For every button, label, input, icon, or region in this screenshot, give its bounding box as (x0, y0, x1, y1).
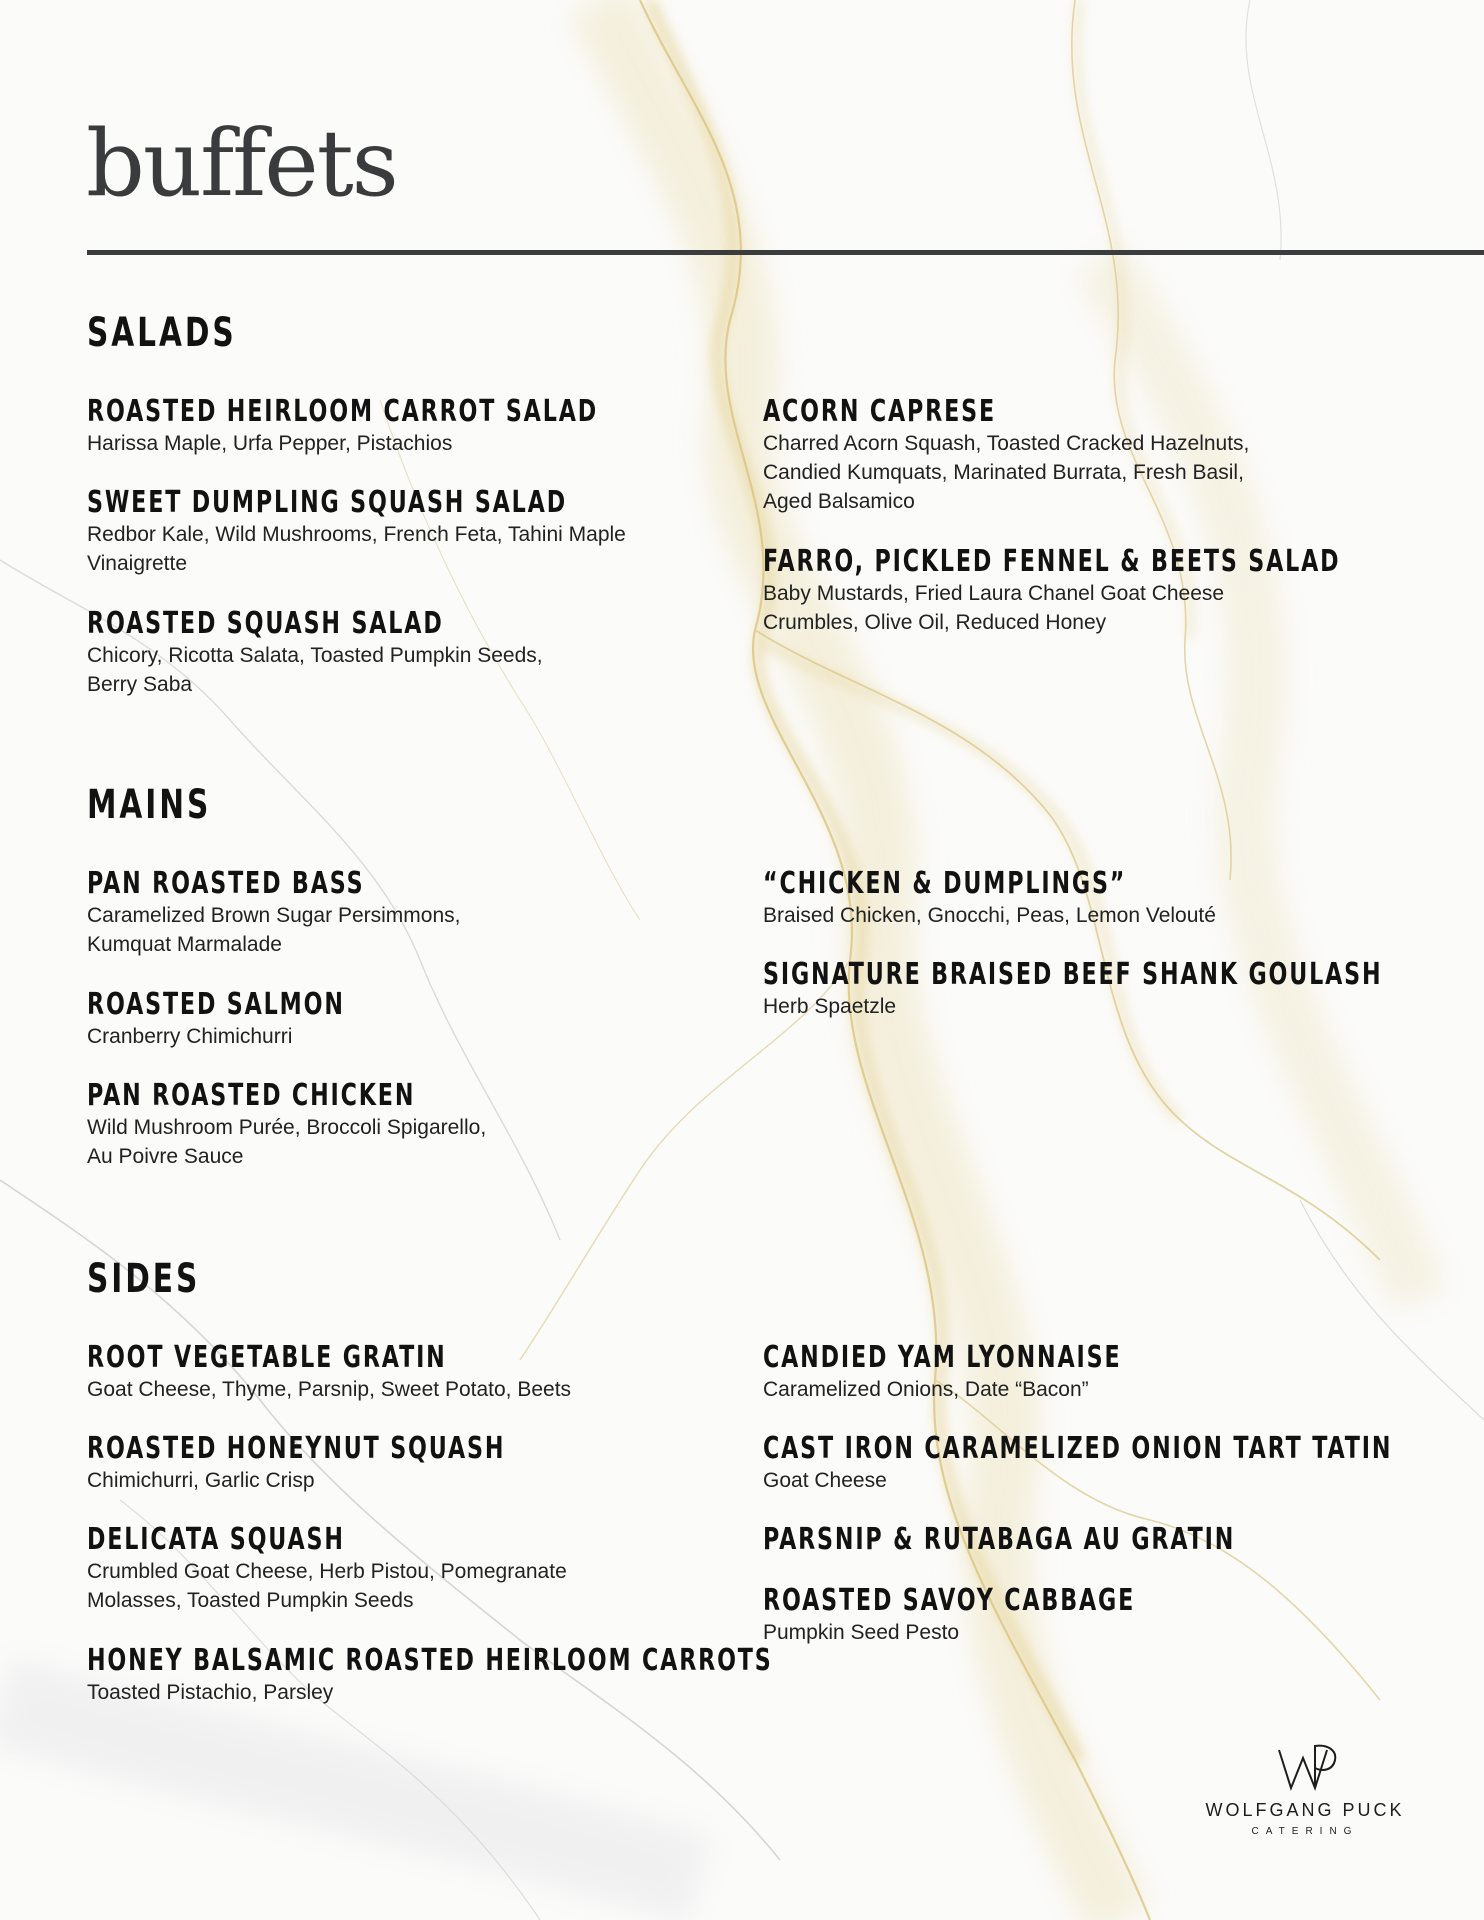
menu-item (87, 395, 727, 458)
menu-item (763, 1584, 1403, 1647)
menu-item (87, 1643, 773, 1707)
item-description: Harissa Maple, Urfa Pepper, Pistachios (87, 432, 453, 455)
item-name: ROASTED HEIRLOOM CARROT SALAD (87, 394, 599, 429)
menu-item (87, 486, 727, 578)
menu-item (763, 1523, 1403, 1557)
item-description: Goat Cheese (763, 1469, 887, 1492)
logo-name: WOLFGANG PUCK (1205, 1800, 1405, 1820)
item-description: Charred Acorn Squash, Toasted Cracked Hazelnuts, (763, 432, 1250, 455)
item-description: Caramelized Brown Sugar Persimmons, (87, 904, 461, 927)
section-title: SIDES (87, 1256, 201, 1302)
item-description: Braised Chicken, Gnocchi, Peas, Lemon Velouté (763, 904, 1216, 927)
item-name: ROASTED SALMON (87, 987, 345, 1022)
menu-item (87, 1432, 727, 1495)
item-description: Herb Spaetzle (763, 995, 897, 1018)
section-title: MAINS (87, 782, 212, 828)
item-description: Redbor Kale, Wild Mushrooms, French Feta, Tahini Maple (87, 523, 626, 546)
item-description: Kumquat Marmalade (87, 933, 282, 956)
item-name: PAN ROASTED CHICKEN (87, 1078, 416, 1113)
item-name: DELICATA SQUASH (87, 1522, 345, 1557)
item-description: Baby Mustards, Fried Laura Chanel Goat Cheese (763, 582, 1225, 605)
item-description: Chicory, Ricotta Salata, Toasted Pumpkin Seeds, (87, 644, 543, 667)
item-description: Toasted Pistachio, Parsley (87, 1681, 334, 1704)
menu-item (87, 1079, 727, 1171)
item-description: Wild Mushroom Purée, Broccoli Spigarello, (87, 1116, 487, 1139)
menu-item (763, 958, 1403, 1021)
item-name: ROASTED SAVOY CABBAGE (763, 1583, 1136, 1618)
item-name: CAST IRON CARAMELIZED ONION TART TATIN (763, 1431, 1393, 1466)
menu-item (87, 1341, 727, 1404)
menu-item (87, 867, 727, 959)
logo-subtitle: CATERING (1251, 1826, 1359, 1837)
item-description: Au Poivre Sauce (87, 1145, 244, 1168)
item-description: Crumbles, Olive Oil, Reduced Honey (763, 611, 1107, 634)
item-description: Pumpkin Seed Pesto (763, 1621, 960, 1644)
item-name: ROASTED SQUASH SALAD (87, 606, 444, 641)
item-name: HONEY BALSAMIC ROASTED HEIRLOOM CARROTS (87, 1643, 773, 1678)
item-name: ROASTED HONEYNUT SQUASH (87, 1431, 506, 1466)
item-name: SWEET DUMPLING SQUASH SALAD (87, 485, 567, 520)
menu-item (87, 1523, 727, 1615)
item-description: Molasses, Toasted Pumpkin Seeds (87, 1589, 414, 1612)
title-divider (87, 250, 1484, 255)
item-description: Goat Cheese, Thyme, Parsnip, Sweet Potato, Beets (87, 1378, 572, 1401)
menu-item (87, 607, 727, 699)
item-name: PAN ROASTED BASS (87, 866, 365, 901)
menu-item (87, 988, 727, 1051)
item-description: Aged Balsamico (763, 490, 915, 513)
menu-item (763, 395, 1403, 516)
item-description: Chimichurri, Garlic Crisp (87, 1469, 315, 1492)
wolfgang-puck-catering-logo (1205, 1740, 1405, 1840)
menu-item (763, 1341, 1403, 1404)
item-description: Vinaigrette (87, 552, 188, 575)
item-description: Berry Saba (87, 673, 193, 696)
item-description: Caramelized Onions, Date “Bacon” (763, 1378, 1089, 1401)
menu-item (763, 1432, 1403, 1495)
item-description: Candied Kumquats, Marinated Burrata, Fresh Basil, (763, 461, 1244, 484)
item-name: PARSNIP & RUTABAGA AU GRATIN (763, 1522, 1236, 1557)
item-description: Crumbled Goat Cheese, Herb Pistou, Pomegranate (87, 1560, 567, 1583)
item-description: Cranberry Chimichurri (87, 1025, 293, 1048)
section-title: SALADS (87, 310, 237, 356)
item-name: FARRO, PICKLED FENNEL & BEETS SALAD (763, 544, 1341, 579)
page-title: buffets (86, 110, 397, 217)
item-name: CANDIED YAM LYONNAISE (763, 1340, 1122, 1375)
menu-item (763, 545, 1403, 637)
item-name: ROOT VEGETABLE GRATIN (87, 1340, 447, 1375)
wp-monogram-icon (1275, 1740, 1339, 1794)
menu-item (763, 867, 1403, 930)
item-name: SIGNATURE BRAISED BEEF SHANK GOULASH (763, 957, 1383, 992)
item-name: ACORN CAPRESE (763, 394, 996, 429)
item-name: “CHICKEN & DUMPLINGS” (763, 866, 1127, 901)
